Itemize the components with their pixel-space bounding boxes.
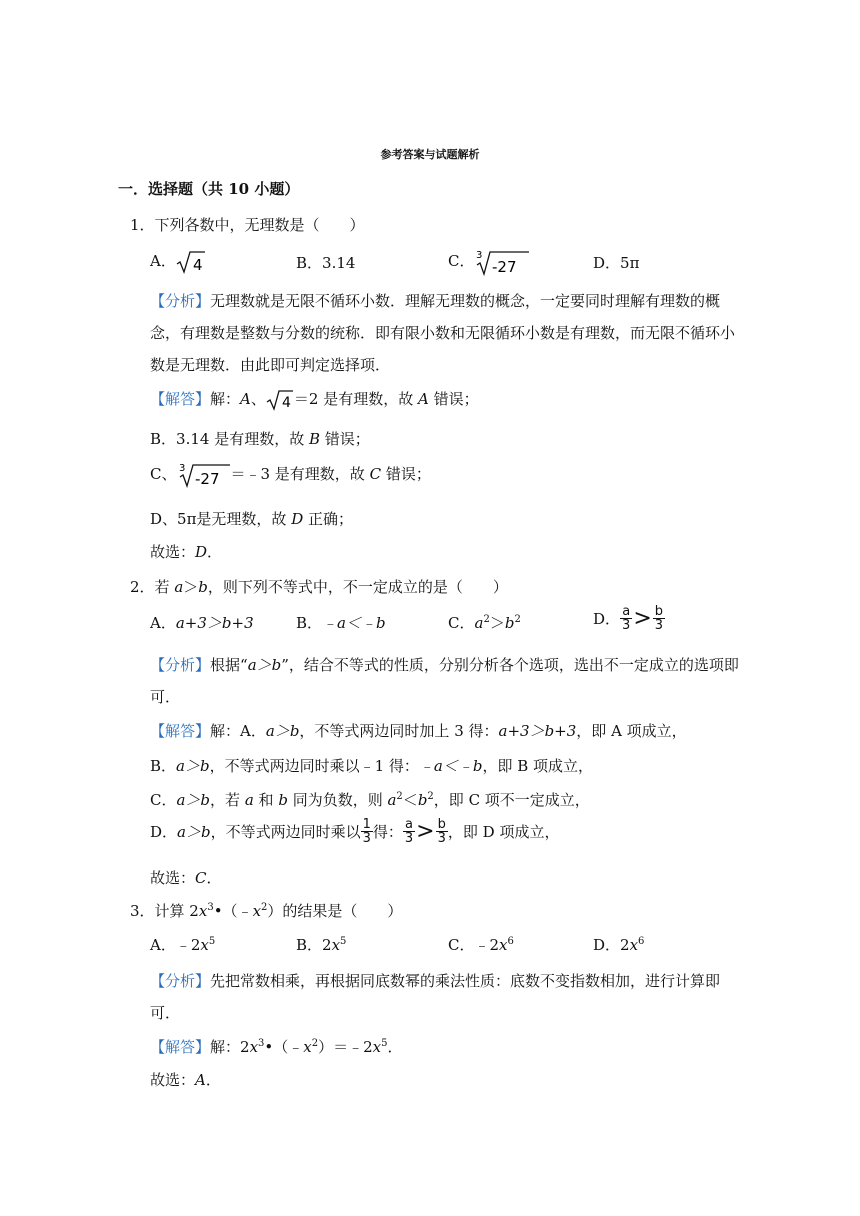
q2-solution-line3: C．a＞b，若 a 和 b 同为负数，则 $a^2<b^2$，即 C 项不一定成立，	[150, 791, 590, 809]
q3-analysis: 【分析】先把常数相乘，再根据同底数幂的乘法性质：底数不变指数相加，进行计算即可．	[150, 972, 721, 1022]
q1-stem: 1．下列各数中，无理数是（ ）	[130, 216, 365, 234]
q2-option-c: C．$a^2>b^2$	[448, 614, 521, 632]
q3-option-c: C．$﹣2x^6$	[448, 936, 514, 954]
section-heading: 一．选择题（共 10 小题）	[118, 180, 300, 198]
q1-option-a-radicand: 4	[192, 256, 203, 274]
q3-solution: 【解答】解：$2x^3•(﹣x^2)=﹣2x^5$．	[150, 1038, 403, 1056]
q2-option-d: D． $\frac{a}{3}$ > $\frac{b}{3}$	[593, 604, 664, 633]
q3-choice: 故选：A．	[150, 1071, 221, 1089]
fraction: $\frac{1}{3}$	[362, 817, 371, 846]
q1-analysis	[150, 285, 740, 381]
q1-option-c	[448, 248, 530, 276]
q3-option-a: A．$﹣2x^5$	[150, 936, 216, 954]
q2-option-b: B．﹣a＜﹣b	[296, 614, 386, 632]
q1-option-a-label: A．	[150, 252, 176, 270]
q2-solution-line2: B．a＞b，不等式两边同时乘以﹣1 得：﹣a＜﹣b，即 B 项成立，	[150, 757, 594, 775]
cube-root-symbol	[474, 248, 530, 276]
q3-option-b: B．$2x^5$	[296, 936, 347, 954]
answer-tag: 【解答】	[150, 722, 211, 740]
q1-choice: 故选：D．	[150, 543, 223, 561]
q1-option-c-radicand: -27	[492, 258, 517, 276]
q2-solution-line1: 【解答】解：A．a＞b，不等式两边同时加上 3 得：a+3＞b+3，即 A 项成立，	[150, 722, 687, 740]
sqrt-symbol	[266, 389, 294, 411]
q2-stem: 2．若 a＞b，则下列不等式中，不一定成立的是（ ）	[130, 578, 508, 596]
page-title: 参考答案与试题解析	[380, 148, 480, 161]
answer-tag: 【解答】	[150, 1038, 211, 1056]
fraction: $\frac{a}{3}$	[404, 817, 414, 846]
q3-stem: 3．计算 $2x^3•(﹣x^2)$的结果是（ ）	[130, 902, 403, 920]
q2-analysis: 【分析】根据“a＞b”，结合不等式的性质，分别分析各个选项，选出不一定成立的选项即可．	[150, 656, 739, 706]
svg-text:3: 3	[178, 463, 185, 474]
q1-solution-line2: B．3.14 是有理数，故 B 错误；	[150, 430, 370, 448]
q2-solution-line4: D．a＞b，不等式两边同时乘以 $\frac{1}{3}$ 得： $\frac{a}{3}$ > $\frac{b}{3}$ ，即 D 项成立，	[150, 817, 560, 846]
q1-option-c-label: C．	[448, 252, 475, 270]
svg-text:-27: -27	[194, 470, 219, 488]
cube-root-symbol	[177, 462, 231, 488]
analysis-tag: 【分析】	[150, 656, 211, 674]
q1-analysis-text: 无理数就是无限不循环小数．理解无理数的概念，一定要同时理解有理数的概念，有理数是整数与分数的统称．即有限小数和无限循环小数是有理数，而无限不循环小数是无理数．由此即可判定选择项．	[150, 292, 736, 374]
svg-text:4: 4	[281, 395, 291, 411]
q1-option-b: B．3.14	[296, 254, 356, 272]
q1-option-d: D．5π	[593, 254, 640, 272]
q1-option-a	[150, 250, 206, 274]
fraction: $\frac{a}{3}$	[622, 604, 631, 633]
analysis-tag: 【分析】	[150, 972, 211, 990]
q1-solution-line1: 【解答】解：A、 4 ＝2 是有理数，故 A 错误；	[150, 390, 479, 411]
q1-option-c-index: 3	[476, 250, 483, 261]
fraction: $\frac{b}{3}$	[437, 817, 446, 846]
q1-solution-line4: D、5π是无理数，故 D 正确；	[150, 510, 354, 528]
fraction: $\frac{b}{3}$	[654, 604, 664, 633]
q2-option-a: A．a+3＞b+3	[150, 614, 254, 632]
sqrt-symbol	[176, 250, 206, 274]
analysis-tag: 【分析】	[150, 292, 211, 310]
q2-choice: 故选：C．	[150, 869, 222, 887]
q3-option-d: D．$2x^6$	[593, 936, 645, 954]
q1-solution-line3: C、 3 -27 ＝﹣3 是有理数，故 C 错误；	[150, 463, 431, 488]
answer-tag: 【解答】	[150, 390, 211, 408]
